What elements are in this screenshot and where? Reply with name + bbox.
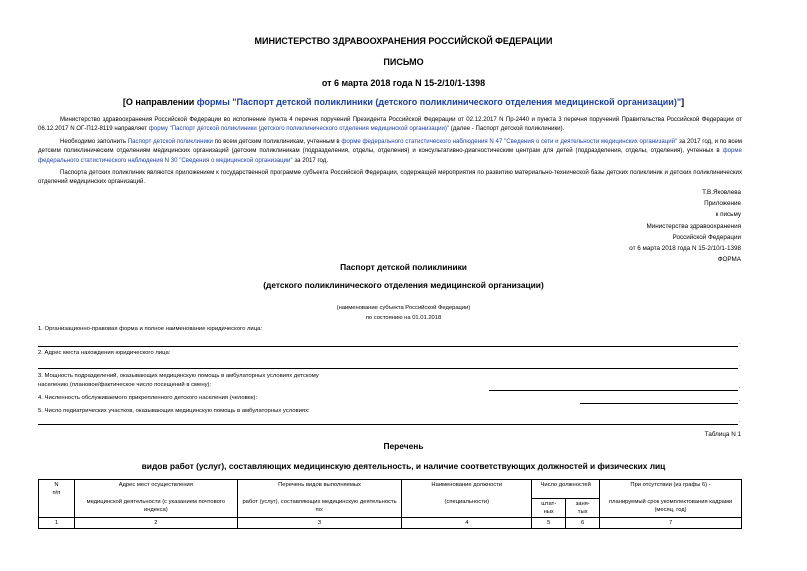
field-4-line[interactable] xyxy=(580,403,738,404)
appendix-line: Приложение xyxy=(704,200,741,208)
header-text: Адрес мест осуществления xyxy=(118,482,193,488)
header-text: п/п xyxy=(52,490,61,496)
field-2-line[interactable] xyxy=(38,368,738,369)
field-end-dot: . xyxy=(739,362,741,368)
header-text: (специальности) xyxy=(444,499,490,505)
column-number-cell: 6 xyxy=(566,518,600,529)
paragraph-2-text-a: Необходимо заполнить xyxy=(60,138,128,145)
header-text: Наименование должности xyxy=(431,482,503,488)
field-1-line[interactable] xyxy=(38,346,738,347)
form-47-link[interactable]: форме федерального статистического наблюдения N 47 "Сведения о сети и деятельности медицинских организаций" xyxy=(341,138,678,145)
header-cell-occupied xyxy=(566,499,600,518)
column-number-cell: 7 xyxy=(600,518,742,529)
header-text: работ (услуг), составляющих медицинскую деятельность по: xyxy=(242,499,397,513)
appendix-line: Российской Федерации xyxy=(672,233,741,241)
field-end-dot: . xyxy=(739,340,741,346)
header-text: ных xyxy=(543,509,554,515)
header-text: N xyxy=(54,482,59,488)
form-link-1[interactable]: форму "Паспорт детской поликлиники (детского поликлинического отделения медицинской организации)" xyxy=(148,125,450,133)
header-text: Перечень видов выполняемых xyxy=(278,482,361,488)
list-subtitle: видов работ (услуг), составляющих медицинскую деятельность, и наличие соответствующих должностей и физических лиц xyxy=(141,461,666,471)
form-subtitle: (детского поликлинического отделения медицинской организации) xyxy=(263,280,544,290)
table-row xyxy=(39,518,742,529)
field-5-label: 5. Число педиатрических участков, оказывающих медицинскую помощь в амбулаторных условиях: xyxy=(38,408,310,414)
paragraph-2 xyxy=(38,137,742,165)
column-number-cell: 3 xyxy=(237,518,402,529)
table-header-row xyxy=(39,480,742,499)
field-4-label: 4. Численность обслуживаемого прикрепленного детского населения (человек): xyxy=(38,395,258,401)
header-text: медицинской деятельности (с указанием почтового индекса) xyxy=(86,499,226,513)
works-table xyxy=(38,479,742,529)
field-2-label: 2. Адрес места нахождения юридического лица: xyxy=(38,350,171,356)
doc-subject xyxy=(0,97,807,107)
subject-note: (наименование субъекта Российской Федерации) xyxy=(336,305,471,311)
header-text: планируемый срок укомплектования кадрами (месяц, год) xyxy=(609,499,733,513)
paragraph-1-text-a: Министерство здравоохранения Российской Федерации во исполнение пункта 4 перечня поручений Президента Российской Федерации от 02.12.2017 N Пр-2440 и пункта 3 перечня поручений Правительства Российской Федерации от 06.12.2017 N ОГ-П12-8119 направляет xyxy=(38,116,742,133)
subject-note-block xyxy=(0,303,807,323)
field-end-dot: . xyxy=(739,397,741,403)
paragraph-2-text-b: по всем детским поликлиникам, учтенным в xyxy=(212,138,342,145)
column-number-cell: 5 xyxy=(532,518,566,529)
signatory-name: Т.В.Яковлева xyxy=(702,189,741,196)
appendix-line: Министерства здравоохранения xyxy=(646,222,741,230)
appendix-line: от 6 марта 2018 года N 15-2/10/1-1398 xyxy=(629,245,741,253)
column-number-cell: 4 xyxy=(402,518,532,529)
header-cell-staff xyxy=(532,499,566,518)
field-5-line[interactable] xyxy=(38,424,738,425)
column-number-cell: 2 xyxy=(74,518,237,529)
subject-form-link[interactable]: формы "Паспорт детской поликлиники (детского поликлинического отделения медицинской организации)" xyxy=(196,97,682,107)
passport-link[interactable]: Паспорт детской поликлиники xyxy=(127,138,213,145)
header-cell-number xyxy=(39,480,75,518)
list-title: Перечень xyxy=(383,441,424,451)
header-text: заня- xyxy=(575,501,590,507)
paragraph-3: Паспорта детских поликлиник являются приложением к государственной программе субъекта Российской Федерации, содержащей мероприятия по развитию материально-технической базы детских поликлиник и детских поликлинических отделений медицинских организаций. xyxy=(38,169,742,186)
header-cell-position xyxy=(402,480,532,518)
doc-date-number: от 6 марта 2018 года N 15-2/10/1-1398 xyxy=(321,78,486,88)
signature-block xyxy=(629,187,741,265)
appendix-line: к письму xyxy=(715,211,741,219)
doc-type-heading: ПИСЬМО xyxy=(383,57,424,67)
form-30-link[interactable]: форме федерального статистического наблюдения N 30 "Сведения о медицинской организации" xyxy=(38,147,742,164)
header-cell-address xyxy=(74,480,237,518)
header-text: тых xyxy=(577,509,588,515)
paragraph-1 xyxy=(38,115,742,134)
field-end-dot: . xyxy=(739,384,741,390)
ministry-heading: МИНИСТЕРСТВО ЗДРАВООХРАНЕНИЯ РОССИЙСКОЙ ФЕДЕРАЦИИ xyxy=(254,36,553,46)
header-cell-works xyxy=(237,480,402,518)
field-1-label: 1. Организационно-правовая форма и полное наименование юридического лица: xyxy=(38,326,262,332)
form-label: ФОРМА xyxy=(717,256,741,264)
field-3-line[interactable] xyxy=(489,390,738,391)
subject-suffix: ] xyxy=(681,97,685,107)
field-3-label-b: населению (плановое/фактическое число посещений в смену): xyxy=(38,382,212,388)
table-number: Таблица N 1 xyxy=(704,431,741,438)
header-cell-count: Число должностей xyxy=(532,480,600,499)
field-3-label-a: 3. Мощность подразделений, оказывающих медицинскую помощь в амбулаторных условиях детскому xyxy=(38,373,319,379)
header-text: При отсутствии (из графы 6) - xyxy=(630,482,711,488)
paragraph-1-text-b: (далее - Паспорт детской поликлиники). xyxy=(449,125,565,133)
paragraph-2-text-d: за 2017 год. xyxy=(292,156,329,164)
header-cell-plan xyxy=(600,480,742,518)
paragraph-2-text-c: за 2017 год, и по всем детским поликлиническим отделениям медицинских организаций (детским поликлиникам (подразделения, отделы, отделения) и консультативно-диагностическим центрам для детей (подразделения, отделы, отделения), учтенных в xyxy=(38,138,742,155)
column-number-cell: 1 xyxy=(39,518,75,529)
form-title: Паспорт детской поликлиники xyxy=(340,262,467,272)
field-end-dot: . xyxy=(739,418,741,424)
header-text: штат- xyxy=(541,501,557,507)
subject-prefix: [О направлении xyxy=(122,97,197,107)
as-of-date: по состоянию на 01.01.2018 xyxy=(365,315,442,321)
